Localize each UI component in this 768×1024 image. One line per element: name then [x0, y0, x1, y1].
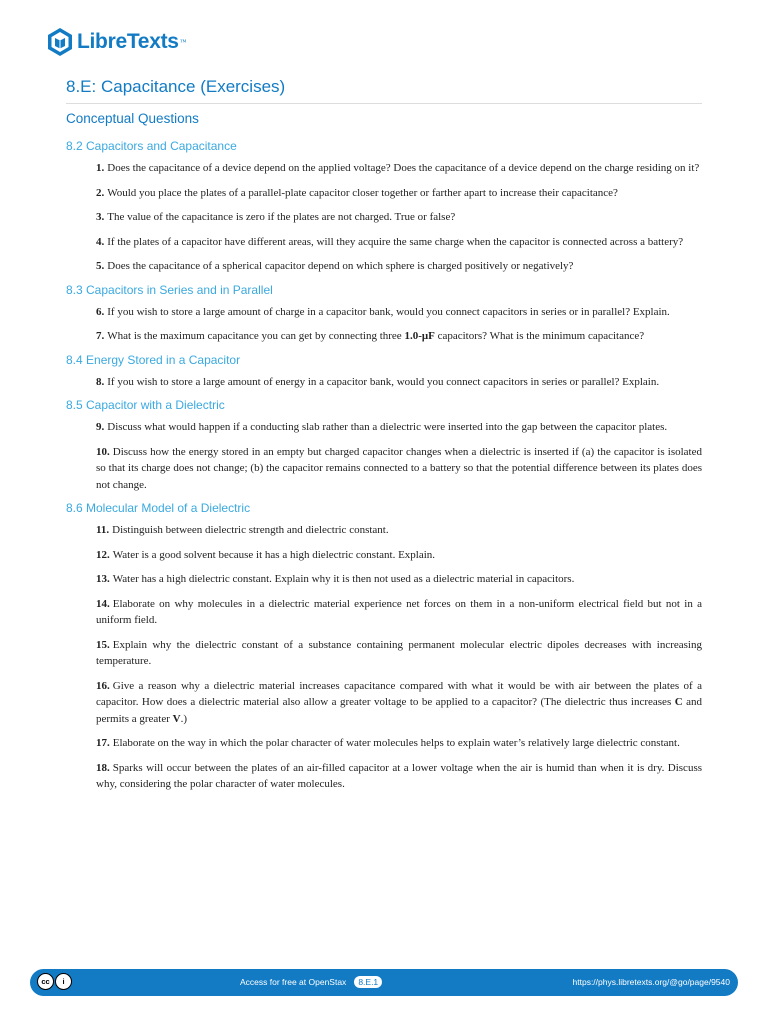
question-text: Water has a high dielectric constant. Explain why it is then not used as a dielectric material in capacitors.: [112, 573, 575, 585]
question: [96, 596, 702, 629]
question-text: Give a reason why a dielectric material increases capacitance compared with what it would be with air between the plates of a capacitor. How does a dielectric material also allow a greater voltage to be applied to a capacitor? (The dielectric thus increases: [96, 679, 702, 708]
question-number: 8.: [96, 375, 105, 388]
question: [96, 444, 702, 494]
question-number: 11.: [96, 524, 110, 536]
question-number: 18.: [96, 761, 110, 774]
question: [96, 678, 702, 728]
page-title: 8.E: Capacitance (Exercises): [66, 77, 702, 104]
question: [96, 374, 702, 391]
exercise-group: [66, 283, 702, 345]
libretexts-logo[interactable]: [46, 27, 187, 57]
section-title: Conceptual Questions: [66, 111, 199, 126]
exercise-group: [66, 139, 702, 275]
question-bold-text: C: [674, 696, 683, 708]
cc-license-badge[interactable]: [37, 973, 72, 990]
page-url-link[interactable]: https://phys.libretexts.org/@go/page/9540: [572, 977, 730, 987]
question-number: 6.: [96, 305, 105, 318]
question: [96, 547, 702, 564]
question: [96, 304, 702, 321]
question-text: Discuss how the energy stored in an empty but charged capacitor changes when a dielectric is inserted if (a) the capacitor is isolated so that its charge does not change; (b) the capacitor remains connected to a battery so that the potential difference between its plates does not change.: [96, 445, 702, 491]
exercise-group: [66, 353, 702, 391]
question: [96, 522, 702, 539]
question-number: 9.: [96, 421, 105, 433]
question-text: Water is a good solvent because it has a high dielectric constant. Explain.: [112, 548, 436, 561]
question-number: 13.: [96, 573, 110, 585]
question-text: Distinguish between dielectric strength and dielectric constant.: [112, 524, 389, 536]
question: [96, 209, 702, 226]
logo-trademark: ™: [179, 38, 187, 46]
question-text: and permits a greater: [96, 696, 702, 725]
question: [96, 735, 702, 752]
subsection-title: 8.6 Molecular Model of a Dielectric: [66, 501, 251, 515]
question-text: Discuss what would happen if a conducting slab rather than a dielectric were inserted into the gap between the capacitor plates.: [107, 421, 668, 433]
subsection-title: 8.5 Capacitor with a Dielectric: [66, 398, 225, 412]
question-number: 1.: [96, 162, 105, 174]
question-number: 3.: [96, 211, 105, 223]
question-text: Would you place the plates of a parallel-plate capacitor closer together or farther apart to increase their capacitance?: [107, 186, 618, 199]
libretexts-logo-icon: [46, 27, 74, 57]
question-text: What is the maximum capacitance you can get by connecting three: [107, 330, 405, 342]
by-icon: i: [55, 973, 72, 990]
question-number: 16.: [96, 679, 110, 692]
question-number: 12.: [96, 548, 110, 561]
footer-access: [240, 976, 382, 988]
exercise-group: [66, 501, 702, 793]
question: [96, 160, 702, 177]
question-text: If the plates of a capacitor have different areas, will they acquire the same charge when the capacitor is connected across a battery?: [107, 235, 684, 248]
question-number: 14.: [96, 597, 110, 610]
footer-bar: [30, 969, 738, 996]
question-number: 5.: [96, 260, 105, 272]
question: [96, 419, 702, 436]
question-text: Does the capacitance of a spherical capacitor depend on which sphere is charged positively or negatively?: [107, 260, 574, 272]
question-text: .): [180, 712, 188, 725]
question-number: 7.: [96, 330, 105, 342]
exercise-group: [66, 398, 702, 493]
question-text: Sparks will occur between the plates of an air-filled capacitor at a lower voltage when the air is humid than when it is dry. Discuss why, considering the polar character of water molecules.: [96, 761, 702, 790]
subsection-title: 8.4 Energy Stored in a Capacitor: [66, 352, 241, 367]
question-text: capacitors? What is the minimum capacitance?: [434, 330, 645, 342]
question-text: If you wish to store a large amount of energy in a capacitor bank, would you connect capacitors in series or parallel? Explain.: [107, 375, 660, 388]
question-number: 10.: [96, 445, 110, 458]
question: [96, 637, 702, 670]
question-text: Elaborate on the way in which the polar character of water molecules helps to explain water’s relatively large dielectric constant.: [112, 737, 680, 749]
question: [96, 234, 702, 251]
question-bold-text: 1.0-μF: [404, 330, 435, 342]
page-number-badge: 8.E.1: [354, 976, 382, 988]
question: [96, 185, 702, 202]
question-text: Elaborate on why molecules in a dielectric material experience net forces on them in a non-uniform electrical field but not in a uniform field.: [96, 597, 702, 626]
question-text: If you wish to store a large amount of charge in a capacitor bank, would you connect capacitors in series or in parallel? Explain.: [107, 305, 670, 318]
question-text: Explain why the dielectric constant of a substance containing permanent molecular electric dipoles decreases with increasing temperature.: [96, 638, 702, 667]
question-number: 17.: [96, 737, 110, 749]
question: [96, 258, 702, 275]
question-bold-text: V: [172, 712, 181, 725]
question: [96, 571, 702, 588]
question-number: 4.: [96, 235, 105, 248]
question-text: Does the capacitance of a device depend on the applied voltage? Does the capacitance of a device depend on the charge residing on it?: [107, 162, 700, 174]
question: [96, 760, 702, 793]
cc-icon: cc: [37, 973, 54, 990]
subsection-title: 8.2 Capacitors and Capacitance: [66, 139, 237, 153]
question-text: The value of the capacitance is zero if the plates are not charged. True or false?: [107, 211, 456, 223]
logo-text: LibreTexts: [77, 30, 179, 53]
question-number: 2.: [96, 186, 105, 199]
question: [96, 328, 702, 345]
subsection-title: 8.3 Capacitors in Series and in Parallel: [66, 282, 273, 297]
access-text: Access for free at OpenStax: [240, 977, 347, 987]
exercise-list: [66, 139, 702, 801]
question-number: 15.: [96, 638, 110, 651]
